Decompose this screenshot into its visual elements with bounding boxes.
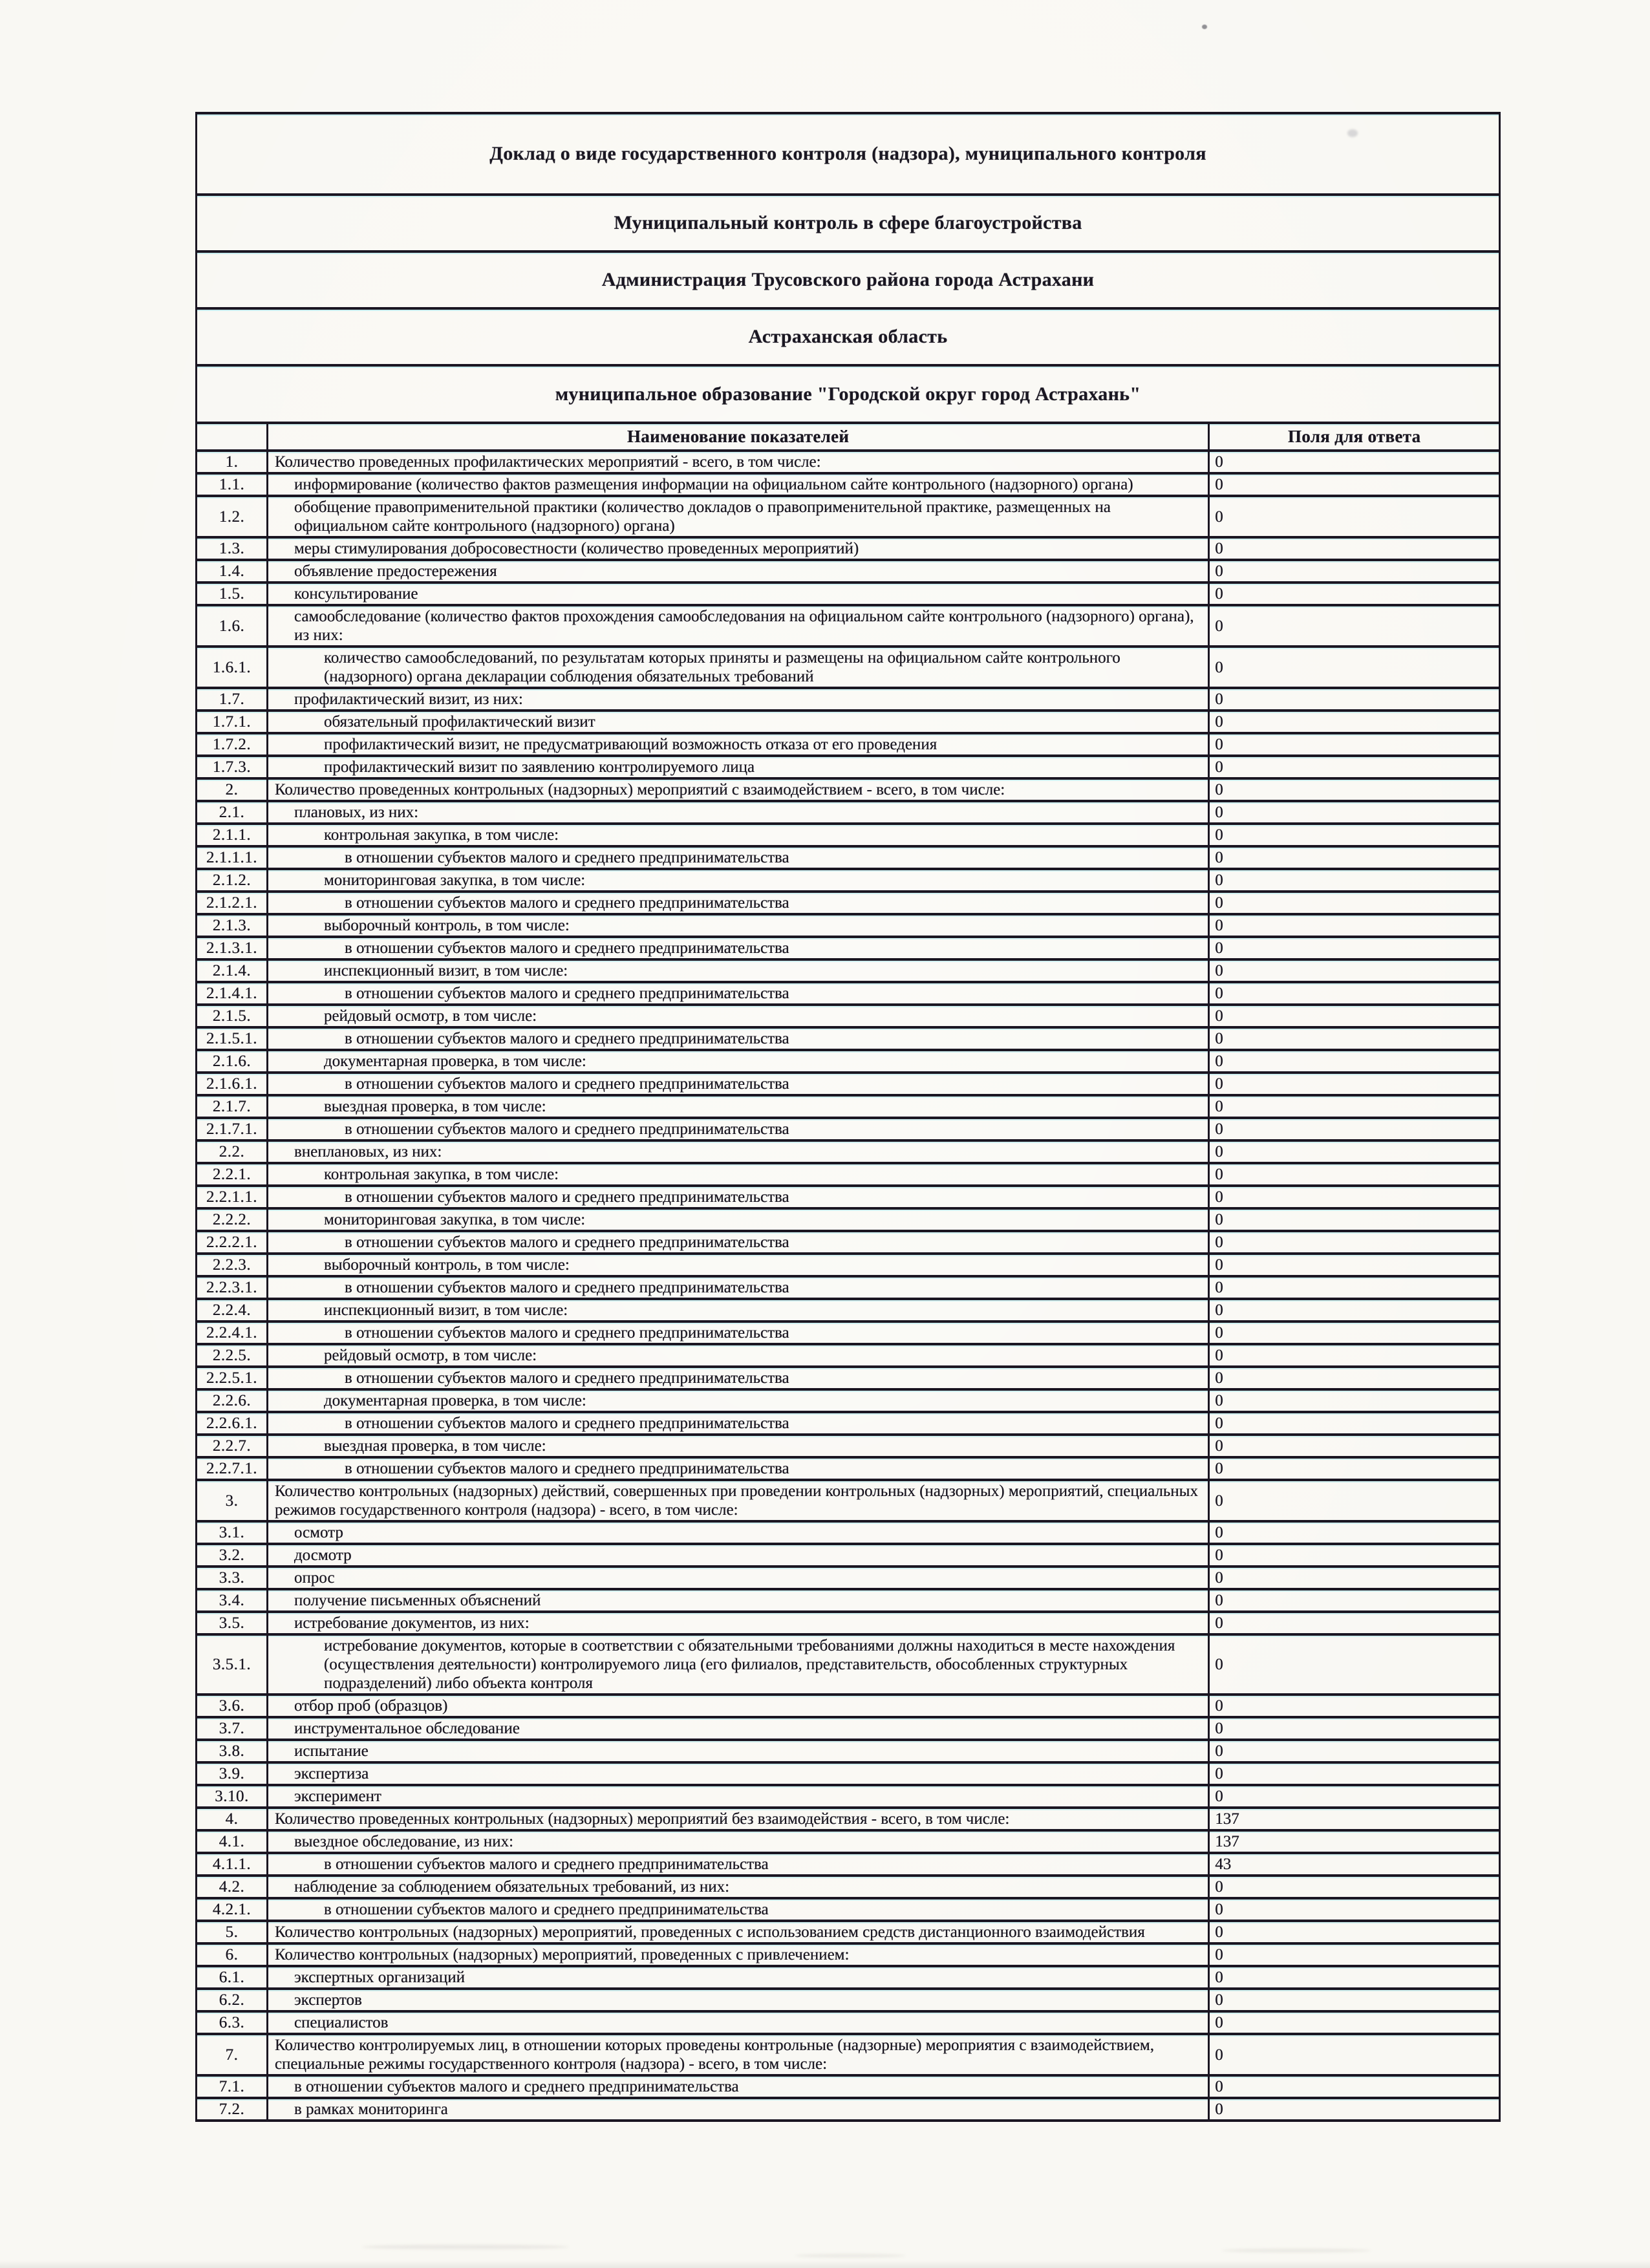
table-row (197, 1344, 1499, 1367)
row-number: 2.1.5. (197, 1005, 267, 1027)
row-number: 3.6. (197, 1695, 267, 1717)
row-value: 0 (1209, 583, 1499, 605)
row-label: испытание (267, 1740, 1208, 1762)
row-value: 0 (1209, 914, 1499, 937)
header-name-cell: Наименование показателей (267, 424, 1208, 451)
row-value: 0 (1209, 1186, 1499, 1208)
table-row (197, 473, 1499, 496)
row-number: 6.1. (197, 1966, 267, 1989)
row-label: контрольная закупка, в том числе: (267, 1163, 1208, 1186)
table-row (197, 1435, 1499, 1457)
report-document-frame (195, 112, 1501, 2122)
table-row (197, 1521, 1499, 1544)
row-number: 2.1.7. (197, 1095, 267, 1118)
row-value: 0 (1209, 824, 1499, 846)
table-row (197, 778, 1499, 801)
row-number: 2.2.7. (197, 1435, 267, 1457)
table-row (197, 688, 1499, 711)
row-label: наблюдение за соблюдением обязательных требований, из них: (267, 1876, 1208, 1898)
row-number: 2.2.5.1. (197, 1367, 267, 1389)
table-row (197, 496, 1499, 537)
row-value: 0 (1209, 778, 1499, 801)
row-number: 2. (197, 778, 267, 801)
row-label: в отношении субъектов малого и среднего предпринимательства (267, 1027, 1208, 1050)
row-label: Количество контрольных (надзорных) действий, совершенных при проведении контрольных (надзорных) мероприятий, специальных режимов государственного контроля (надзора) - всего, в том числе: (267, 1480, 1208, 1521)
row-value: 0 (1209, 451, 1499, 473)
row-number: 3. (197, 1480, 267, 1521)
table-row (197, 801, 1499, 824)
row-label: в отношении субъектов малого и среднего предпринимательства (267, 846, 1208, 869)
row-number: 2.2.1.1. (197, 1186, 267, 1208)
table-row (197, 869, 1499, 892)
row-number: 3.5. (197, 1612, 267, 1634)
row-number: 6.2. (197, 1989, 267, 2011)
scan-edge-shadow (0, 2260, 1650, 2268)
row-label: опрос (267, 1567, 1208, 1589)
row-label: в отношении субъектов малого и среднего предпринимательства (267, 2075, 1208, 2098)
table-row (197, 537, 1499, 560)
row-label: в отношении субъектов малого и среднего предпринимательства (267, 1118, 1208, 1140)
row-label: мониторинговая закупка, в том числе: (267, 1208, 1208, 1231)
row-label: эксперимент (267, 1785, 1208, 1808)
row-label: документарная проверка, в том числе: (267, 1389, 1208, 1412)
row-label: выездная проверка, в том числе: (267, 1095, 1208, 1118)
row-label: в отношении субъектов малого и среднего предпринимательства (267, 1457, 1208, 1480)
control-type-title: Муниципальный контроль в сфере благоустройства (197, 196, 1499, 253)
row-value: 0 (1209, 1344, 1499, 1367)
table-row (197, 1208, 1499, 1231)
indicators-table (197, 424, 1499, 2119)
row-number: 3.5.1. (197, 1634, 267, 1695)
table-row (197, 2034, 1499, 2075)
row-number: 4. (197, 1808, 267, 1830)
table-row (197, 1457, 1499, 1480)
row-value: 0 (1209, 1435, 1499, 1457)
row-value: 0 (1209, 2098, 1499, 2119)
row-label: в отношении субъектов малого и среднего предпринимательства (267, 1231, 1208, 1254)
table-row (197, 2098, 1499, 2119)
row-value: 0 (1209, 1118, 1499, 1140)
row-label: обязательный профилактический визит (267, 711, 1208, 733)
row-value: 0 (1209, 1589, 1499, 1612)
row-label: истребование документов, которые в соответствии с обязательными требованиями должны находиться в месте нахождения (осуществления деятельности) контролируемого лица (его филиалов, представительств, обособленных структурных подразделений) либо объекта контроля (267, 1634, 1208, 1695)
row-number: 4.1. (197, 1830, 267, 1853)
row-value: 43 (1209, 1853, 1499, 1876)
table-row (197, 1027, 1499, 1050)
row-value: 0 (1209, 1717, 1499, 1740)
row-label: в отношении субъектов малого и среднего предпринимательства (267, 1412, 1208, 1435)
row-number: 2.2.5. (197, 1344, 267, 1367)
row-number: 1.5. (197, 583, 267, 605)
row-label: профилактический визит по заявлению контролируемого лица (267, 756, 1208, 778)
row-value: 0 (1209, 1321, 1499, 1344)
row-label: в отношении субъектов малого и среднего предпринимательства (267, 937, 1208, 959)
row-number: 3.7. (197, 1717, 267, 1740)
row-value: 0 (1209, 1208, 1499, 1231)
row-number: 3.1. (197, 1521, 267, 1544)
table-row (197, 1762, 1499, 1785)
table-row (197, 1299, 1499, 1321)
row-label: рейдовый осмотр, в том числе: (267, 1344, 1208, 1367)
row-label: в отношении субъектов малого и среднего предпринимательства (267, 1321, 1208, 1344)
table-row (197, 756, 1499, 778)
row-value: 0 (1209, 1412, 1499, 1435)
row-label: контрольная закупка, в том числе: (267, 824, 1208, 846)
row-label: специалистов (267, 2011, 1208, 2034)
row-label: количество самообследований, по результатам которых приняты и размещены на официальном сайте контрольного (надзорного) органа декларации соблюдения обязательных требований (267, 647, 1208, 688)
row-value: 0 (1209, 1521, 1499, 1544)
row-value: 0 (1209, 1989, 1499, 2011)
row-label: меры стимулирования добросовестности (количество проведенных мероприятий) (267, 537, 1208, 560)
row-label: документарная проверка, в том числе: (267, 1050, 1208, 1073)
table-row (197, 451, 1499, 473)
table-row (197, 1612, 1499, 1634)
row-label: профилактический визит, из них: (267, 688, 1208, 711)
table-row (197, 1073, 1499, 1095)
table-row (197, 1254, 1499, 1276)
row-value: 0 (1209, 1785, 1499, 1808)
row-value: 0 (1209, 756, 1499, 778)
row-value: 0 (1209, 1762, 1499, 1785)
row-value: 0 (1209, 1740, 1499, 1762)
row-value: 0 (1209, 1480, 1499, 1521)
table-row (197, 1005, 1499, 1027)
row-value: 0 (1209, 688, 1499, 711)
report-title: Доклад о виде государственного контроля (надзора), муниципального контроля (197, 114, 1499, 196)
table-row (197, 733, 1499, 756)
table-row (197, 605, 1499, 647)
row-label: в отношении субъектов малого и среднего предпринимательства (267, 1276, 1208, 1299)
table-row (197, 1095, 1499, 1118)
row-label: в отношении субъектов малого и среднего предпринимательства (267, 1367, 1208, 1389)
row-number: 1.4. (197, 560, 267, 583)
row-value: 0 (1209, 473, 1499, 496)
table-row (197, 1785, 1499, 1808)
row-value: 0 (1209, 560, 1499, 583)
row-number: 2.1.5.1. (197, 1027, 267, 1050)
row-value: 0 (1209, 2034, 1499, 2075)
table-row (197, 914, 1499, 937)
table-header-row (197, 424, 1499, 451)
row-label: Количество проведенных контрольных (надзорных) мероприятий с взаимодействием - всего, в том числе: (267, 778, 1208, 801)
row-value: 0 (1209, 1254, 1499, 1276)
row-label: выборочный контроль, в том числе: (267, 914, 1208, 937)
row-label: в отношении субъектов малого и среднего предпринимательства (267, 892, 1208, 914)
table-row (197, 711, 1499, 733)
table-row (197, 1808, 1499, 1830)
table-row (197, 1898, 1499, 1921)
row-value: 0 (1209, 1140, 1499, 1163)
row-value: 0 (1209, 1634, 1499, 1695)
row-label: истребование документов, из них: (267, 1612, 1208, 1634)
table-row (197, 937, 1499, 959)
table-row (197, 2011, 1499, 2034)
row-label: досмотр (267, 1544, 1208, 1567)
row-label: внеплановых, из них: (267, 1140, 1208, 1163)
row-number: 3.3. (197, 1567, 267, 1589)
row-number: 2.1.2. (197, 869, 267, 892)
scan-dot-artifact (1202, 25, 1207, 29)
row-label: самообследование (количество фактов прохождения самообследования на официальном сайте контрольного (надзорного) органа), из них: (267, 605, 1208, 647)
row-value: 0 (1209, 1966, 1499, 1989)
row-value: 0 (1209, 1163, 1499, 1186)
row-value: 0 (1209, 869, 1499, 892)
row-label: осмотр (267, 1521, 1208, 1544)
row-label: выборочный контроль, в том числе: (267, 1254, 1208, 1276)
row-label: профилактический визит, не предусматривающий возможность отказа от его проведения (267, 733, 1208, 756)
table-row (197, 1412, 1499, 1435)
row-number: 2.2.3. (197, 1254, 267, 1276)
table-row (197, 1695, 1499, 1717)
row-number: 5. (197, 1921, 267, 1943)
row-label: инструментальное обследование (267, 1717, 1208, 1740)
header-number-cell (197, 424, 267, 451)
authority-title: Администрация Трусовского района города Астрахани (197, 253, 1499, 310)
table-row (197, 647, 1499, 688)
row-label: в отношении субъектов малого и среднего предпринимательства (267, 1073, 1208, 1095)
table-row (197, 1567, 1499, 1589)
row-value: 0 (1209, 2075, 1499, 2098)
row-number: 6.3. (197, 2011, 267, 2034)
row-number: 1.7.1. (197, 711, 267, 733)
header-answer-cell: Поля для ответа (1209, 424, 1499, 451)
row-label: инспекционный визит, в том числе: (267, 959, 1208, 982)
row-value: 0 (1209, 1876, 1499, 1898)
row-number: 1.3. (197, 537, 267, 560)
row-number: 1.7. (197, 688, 267, 711)
row-number: 2.2.1. (197, 1163, 267, 1186)
table-row (197, 1231, 1499, 1254)
row-label: выездное обследование, из них: (267, 1830, 1208, 1853)
row-value: 0 (1209, 537, 1499, 560)
row-number: 2.1.1.1. (197, 846, 267, 869)
row-label: Количество проведенных контрольных (надзорных) мероприятий без взаимодействия - всего, в том числе: (267, 1808, 1208, 1830)
row-value: 0 (1209, 1276, 1499, 1299)
row-number: 2.1.3. (197, 914, 267, 937)
table-row (197, 1321, 1499, 1344)
row-value: 0 (1209, 1921, 1499, 1943)
row-number: 3.9. (197, 1762, 267, 1785)
row-number: 6. (197, 1943, 267, 1966)
table-row (197, 1634, 1499, 1695)
row-number: 3.4. (197, 1589, 267, 1612)
table-row (197, 1050, 1499, 1073)
row-value: 0 (1209, 2011, 1499, 2034)
table-row (197, 560, 1499, 583)
table-row (197, 1989, 1499, 2011)
table-row (197, 1830, 1499, 1853)
row-number: 7. (197, 2034, 267, 2075)
row-label: мониторинговая закупка, в том числе: (267, 869, 1208, 892)
row-value: 0 (1209, 1050, 1499, 1073)
row-label: экспертиза (267, 1762, 1208, 1785)
row-number: 3.10. (197, 1785, 267, 1808)
row-number: 4.2.1. (197, 1898, 267, 1921)
row-number: 4.2. (197, 1876, 267, 1898)
table-row (197, 1921, 1499, 1943)
row-label: консультирование (267, 583, 1208, 605)
table-row (197, 982, 1499, 1005)
table-row (197, 1544, 1499, 1567)
row-label: рейдовый осмотр, в том числе: (267, 1005, 1208, 1027)
table-row (197, 1966, 1499, 1989)
row-value: 0 (1209, 1695, 1499, 1717)
table-row (197, 1163, 1499, 1186)
row-value: 0 (1209, 496, 1499, 537)
row-label: обобщение правоприменительной практики (количество докладов о правоприменительной практике, размещенных на официальном сайте контрольного (надзорного) органа) (267, 496, 1208, 537)
table-row (197, 2075, 1499, 2098)
row-number: 7.1. (197, 2075, 267, 2098)
row-number: 7.2. (197, 2098, 267, 2119)
table-row (197, 846, 1499, 869)
row-value: 0 (1209, 1457, 1499, 1480)
row-label: объявление предостережения (267, 560, 1208, 583)
scan-smudge-artifact (362, 2245, 569, 2249)
row-value: 0 (1209, 1005, 1499, 1027)
row-label: отбор проб (образцов) (267, 1695, 1208, 1717)
region-title: Астраханская область (197, 310, 1499, 367)
row-value: 0 (1209, 959, 1499, 982)
scan-smudge-artifact (1222, 2249, 1371, 2252)
row-number: 4.1.1. (197, 1853, 267, 1876)
table-row (197, 1389, 1499, 1412)
row-label: получение письменных объяснений (267, 1589, 1208, 1612)
row-label: в отношении субъектов малого и среднего предпринимательства (267, 1186, 1208, 1208)
row-value: 0 (1209, 733, 1499, 756)
row-value: 0 (1209, 1095, 1499, 1118)
row-value: 0 (1209, 1299, 1499, 1321)
row-number: 2.2.7.1. (197, 1457, 267, 1480)
row-value: 137 (1209, 1830, 1499, 1853)
row-label: Количество проведенных профилактических мероприятий - всего, в том числе: (267, 451, 1208, 473)
row-value: 0 (1209, 846, 1499, 869)
row-number: 3.8. (197, 1740, 267, 1762)
row-value: 0 (1209, 1943, 1499, 1966)
row-number: 1.6.1. (197, 647, 267, 688)
row-label: информирование (количество фактов размещения информации на официальном сайте контрольного (надзорного) органа) (267, 473, 1208, 496)
table-row (197, 1140, 1499, 1163)
row-value: 137 (1209, 1808, 1499, 1830)
row-number: 1.6. (197, 605, 267, 647)
row-value: 0 (1209, 937, 1499, 959)
row-number: 1.1. (197, 473, 267, 496)
row-number: 2.1.3.1. (197, 937, 267, 959)
row-number: 3.2. (197, 1544, 267, 1567)
municipality-title: муниципальное образование "Городской округ город Астрахань" (197, 367, 1499, 424)
scan-smudge-artifact (795, 2254, 905, 2258)
row-number: 2.1.6.1. (197, 1073, 267, 1095)
row-number: 2.2.2. (197, 1208, 267, 1231)
row-value: 0 (1209, 647, 1499, 688)
row-value: 0 (1209, 1544, 1499, 1567)
table-row (197, 1589, 1499, 1612)
table-row (197, 959, 1499, 982)
row-value: 0 (1209, 892, 1499, 914)
table-row (197, 583, 1499, 605)
row-value: 0 (1209, 1389, 1499, 1412)
table-row (197, 1118, 1499, 1140)
row-label: плановых, из них: (267, 801, 1208, 824)
row-number: 2.2. (197, 1140, 267, 1163)
row-number: 2.2.3.1. (197, 1276, 267, 1299)
table-row (197, 1480, 1499, 1521)
row-number: 2.2.4. (197, 1299, 267, 1321)
table-row (197, 1740, 1499, 1762)
row-number: 1. (197, 451, 267, 473)
row-value: 0 (1209, 711, 1499, 733)
row-value: 0 (1209, 1073, 1499, 1095)
row-label: в отношении субъектов малого и среднего предпринимательства (267, 982, 1208, 1005)
row-number: 1.2. (197, 496, 267, 537)
row-number: 2.1.7.1. (197, 1118, 267, 1140)
row-number: 2.2.2.1. (197, 1231, 267, 1254)
table-row (197, 1367, 1499, 1389)
table-row (197, 892, 1499, 914)
row-label: экспертных организаций (267, 1966, 1208, 1989)
row-value: 0 (1209, 801, 1499, 824)
row-label: Количество контролируемых лиц, в отношении которых проведены контрольные (надзорные) мероприятия с взаимодействием, специальные режимы государственного контроля (надзора) - всего, в том числе: (267, 2034, 1208, 2075)
row-label: выездная проверка, в том числе: (267, 1435, 1208, 1457)
row-value: 0 (1209, 605, 1499, 647)
row-value: 0 (1209, 1027, 1499, 1050)
table-row (197, 824, 1499, 846)
row-value: 0 (1209, 1612, 1499, 1634)
table-row (197, 1943, 1499, 1966)
row-label: Количество контрольных (надзорных) мероприятий, проведенных с привлечением: (267, 1943, 1208, 1966)
row-value: 0 (1209, 1367, 1499, 1389)
row-value: 0 (1209, 1567, 1499, 1589)
row-label: Количество контрольных (надзорных) мероприятий, проведенных с использованием средств дистанционного взаимодействия (267, 1921, 1208, 1943)
row-value: 0 (1209, 982, 1499, 1005)
row-label: инспекционный визит, в том числе: (267, 1299, 1208, 1321)
table-row (197, 1717, 1499, 1740)
table-row (197, 1276, 1499, 1299)
row-number: 2.2.6.1. (197, 1412, 267, 1435)
row-label: в рамках мониторинга (267, 2098, 1208, 2119)
row-number: 2.1.1. (197, 824, 267, 846)
row-number: 1.7.3. (197, 756, 267, 778)
row-number: 2.1.6. (197, 1050, 267, 1073)
row-number: 2.1.2.1. (197, 892, 267, 914)
row-number: 1.7.2. (197, 733, 267, 756)
table-row (197, 1876, 1499, 1898)
row-number: 2.2.6. (197, 1389, 267, 1412)
table-row (197, 1186, 1499, 1208)
table-row (197, 1853, 1499, 1876)
row-number: 2.1.4. (197, 959, 267, 982)
row-label: в отношении субъектов малого и среднего предпринимательства (267, 1898, 1208, 1921)
row-number: 2.2.4.1. (197, 1321, 267, 1344)
row-number: 2.1.4.1. (197, 982, 267, 1005)
row-value: 0 (1209, 1231, 1499, 1254)
row-label: экспертов (267, 1989, 1208, 2011)
row-value: 0 (1209, 1898, 1499, 1921)
row-label: в отношении субъектов малого и среднего предпринимательства (267, 1853, 1208, 1876)
row-number: 2.1. (197, 801, 267, 824)
